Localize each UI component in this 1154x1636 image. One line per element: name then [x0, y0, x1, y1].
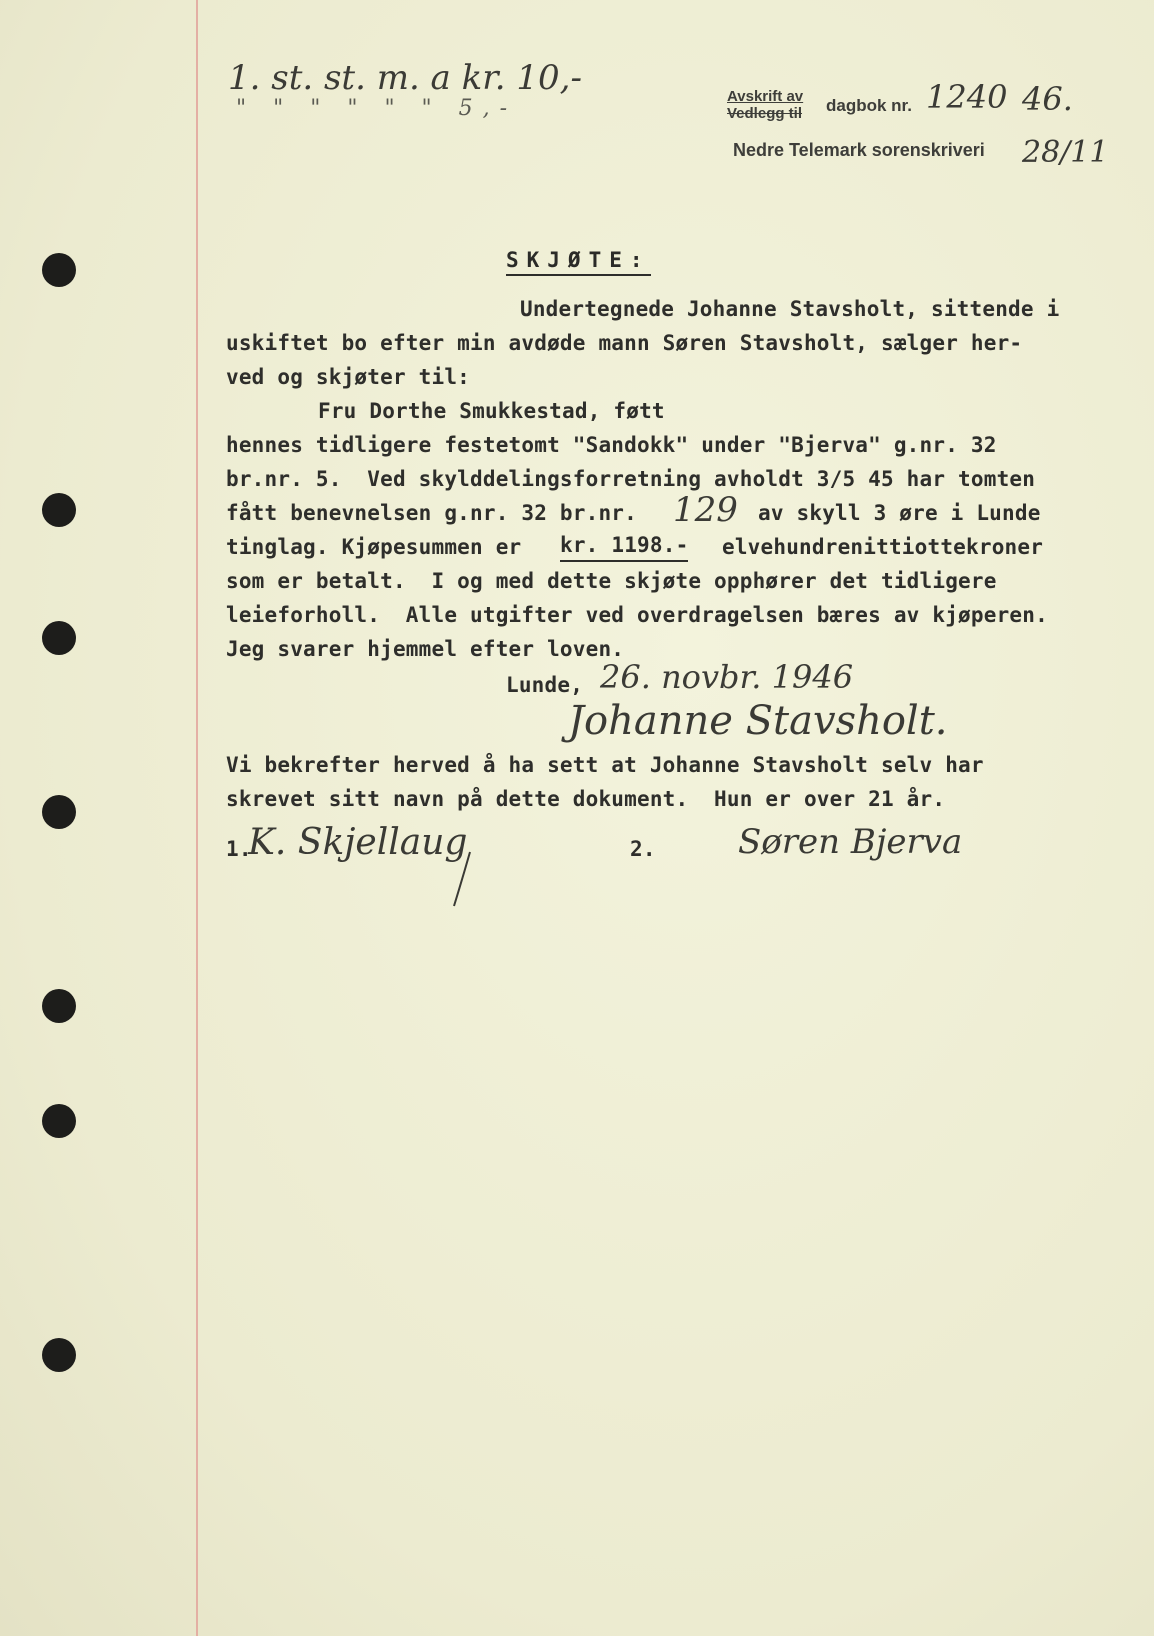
body-line: Jeg svarer hjemmel efter loven. [226, 637, 625, 661]
witness-text: Vi bekrefter herved å ha sett at Johanne Stavsholt selv har [226, 753, 984, 777]
witness-2-signature: Søren Bjerva [738, 822, 963, 862]
signature-stroke [440, 850, 480, 910]
body-line: tinglag. Kjøpesummen er [226, 535, 522, 559]
body-line: av skyll 3 øre i Lunde [758, 501, 1041, 525]
document-title: SKJØTE: [506, 248, 651, 276]
witness-2-number: 2. [630, 837, 656, 861]
punch-hole [42, 253, 76, 287]
witness-text: skrevet sitt navn på dette dokument. Hun er over 21 år. [226, 787, 946, 811]
stamp-dagbok-label: dagbok nr. [826, 96, 912, 115]
body-line: Undertegnede Johanne Stavsholt, sittende i [520, 297, 1060, 321]
purchase-amount: kr. 1198.- [560, 530, 688, 562]
stamp-dagbok-number: 1240 [926, 78, 1008, 116]
margin-rule [196, 0, 198, 1636]
witness-1-number: 1. [226, 837, 252, 861]
stamp-court-name: Nedre Telemark sorenskriveri [733, 140, 985, 160]
amount-in-words: elvehundrenittiottekroner [722, 535, 1044, 559]
body-line: br.nr. 5. Ved skylddelingsforretning avholdt 3/5 45 har tomten [226, 467, 1036, 491]
punch-hole [42, 989, 76, 1023]
fee-note-line2: " " " " " " 5,- [236, 96, 518, 121]
witness-1-signature: K. Skjellaug [248, 822, 468, 863]
fee-note-line1: 1. st. st. m. a kr. 10,- [228, 58, 582, 98]
place-label: Lunde, [506, 673, 584, 697]
body-line: fått benevnelsen g.nr. 32 br.nr. [226, 501, 637, 525]
stamp-year: 46. [1022, 80, 1073, 118]
seller-signature: Johanne Stavsholt. [568, 698, 948, 744]
punch-hole [42, 1338, 76, 1372]
body-line: uskiftet bo efter min avdøde mann Søren Stavsholt, sælger her- [226, 331, 1023, 355]
stamp-attachment-label: Vedlegg til [727, 105, 803, 122]
punch-hole [42, 493, 76, 527]
body-line: hennes tidligere festetomt "Sandokk" under "Bjerva" g.nr. 32 [226, 433, 997, 457]
stamp-copy-label: Avskrift av [727, 88, 804, 105]
handwritten-lot-number: 129 [673, 490, 738, 530]
body-line: leieforholl. Alle utgifter ved overdragelsen bæres av kjøperen. [226, 603, 1048, 627]
punch-hole [42, 1104, 76, 1138]
punch-hole [42, 795, 76, 829]
body-line: Fru Dorthe Smukkestad, føtt [318, 399, 665, 423]
body-line: ved og skjøter til: [226, 365, 471, 389]
punch-hole [42, 621, 76, 655]
body-line: som er betalt. I og med dette skjøte opphører det tidligere [226, 569, 997, 593]
handwritten-date: 26. novbr. 1946 [600, 658, 854, 696]
stamp-date: 28/11 [1022, 135, 1109, 170]
